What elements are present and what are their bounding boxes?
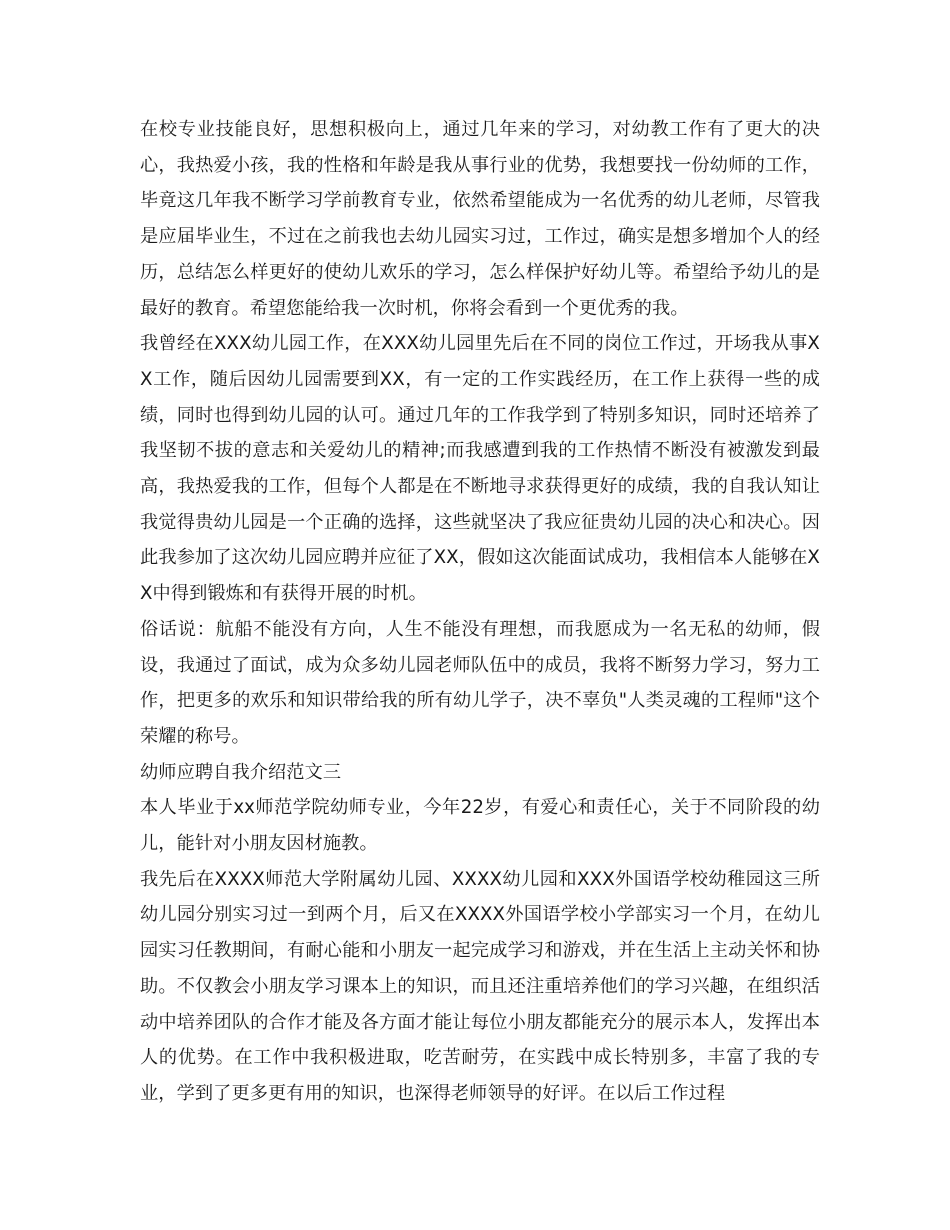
document-body (140, 112, 820, 1112)
paragraph-4: 本人毕业于xx师范学院幼师专业，今年22岁，有爱心和责任心，关于不同阶段的幼儿，能针对小朋友因材施教。 (140, 797, 820, 855)
paragraph-2: 我曾经在XXX幼儿园工作，在XXX幼儿园里先后在不同的岗位工作过，开场我从事XX工作，随后因幼儿园需要到XX，有一定的工作实践经历，在工作上获得一些的成绩，同时也得到幼儿园的认可。通过几年的工作我学到了特别多知识，同时还培养了我坚韧不拔的意志和关爱幼儿的精神;而我感遭到我的工作热情不断没有被激发到最高，我热爱我的工作，但每个人都是在不断地寻求获得更好的成绩，我的自我认知让我觉得贵幼儿园是一个正确的选择，这些就坚决了我应征贵幼儿园的决心和决心。因此我参加了这次幼儿园应聘并应征了XX，假如这次能面试成功，我相信本人能够在XX中得到锻炼和有获得开展的时机。 (140, 333, 820, 605)
paragraph-1: 在校专业技能良好，思想积极向上，通过几年来的学习，对幼教工作有了更大的决心，我热爱小孩，我的性格和年龄是我从事行业的优势，我想要找一份幼师的工作，毕竟这几年我不断学习学前教育专业，依然希望能成为一名优秀的幼儿老师，尽管我是应届毕业生，不过在之前我也去幼儿园实习过，工作过，确实是想多增加个人的经历，总结怎么样更好的使幼儿欢乐的学习，怎么样保护好幼儿等。希望给予幼儿的是最好的教育。希望您能给我一次时机，你将会看到一个更优秀的我。 (140, 119, 820, 319)
paragraph-5: 我先后在XXXX师范大学附属幼儿园、XXXX幼儿园和XXX外国语学校幼稚园这三所幼儿园分别实习过一到两个月，后又在XXXX外国语学校小学部实习一个月，在幼儿园实习任教期间，有耐心能和小朋友一起完成学习和游戏，并在生活上主动关怀和协助。不仅教会小朋友学习课本上的知识，而且还注重培养他们的学习兴趣，在组织活动中培养团队的合作才能及各方面才能让每位小朋友都能充分的展示本人，发挥出本人的优势。在工作中我积极进取，吃苦耐劳，在实践中成长特别多，丰富了我的专业，学到了更多更有用的知识，也深得老师领导的好评。在以后工作过程 (140, 868, 820, 1104)
section-heading: 幼师应聘自我介绍范文三 (140, 761, 342, 783)
paragraph-3: 俗话说：航船不能没有方向，人生不能没有理想，而我愿成为一名无私的幼师，假设，我通过了面试，成为众多幼儿园老师队伍中的成员，我将不断努力学习，努力工作，把更多的欢乐和知识带给我的所有幼儿学子，决不辜负"人类灵魂的工程师"这个荣耀的称号。 (140, 618, 820, 747)
